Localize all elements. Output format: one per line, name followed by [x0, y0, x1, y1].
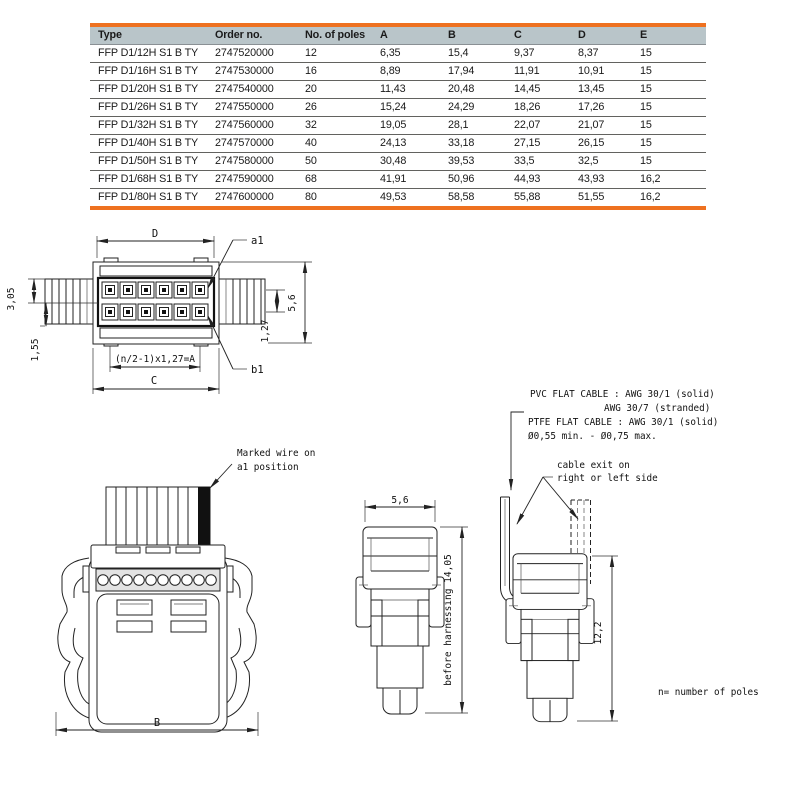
table-cell: 32	[297, 117, 372, 135]
table-cell: 43,93	[570, 171, 632, 189]
table-cell: 28,1	[440, 117, 506, 135]
cable-spec-line2: AWG 30/7 (stranded)	[604, 403, 711, 414]
table-cell: FFP D1/80H S1 B TY	[98, 191, 199, 203]
table-cell: 22,07	[506, 117, 570, 135]
poles-legend: n= number of poles	[658, 687, 759, 698]
table-cell: 30,48	[372, 153, 440, 171]
table-cell: 13,45	[570, 81, 632, 99]
cable-exit-note-line1: cable exit on	[557, 460, 630, 471]
table-cell: 33,18	[440, 135, 506, 153]
side-view-after-harnessing	[501, 389, 719, 722]
cable-spec-line4: Ø0,55 min. - Ø0,75 max.	[528, 431, 657, 442]
table-cell: 18,26	[506, 99, 570, 117]
table-cell: 80	[305, 191, 317, 203]
table-cell: 17,94	[440, 63, 506, 81]
table-cell: 19,05	[372, 117, 440, 135]
front-view-drawing	[6, 228, 312, 394]
col-header-c: C	[506, 27, 570, 45]
pin-label-a1: a1	[251, 235, 264, 247]
cable-spec-line3: PTFE FLAT CABLE : AWG 30/1 (solid)	[528, 417, 719, 428]
table-cell: 26,15	[570, 135, 632, 153]
table-cell: 15,4	[440, 45, 506, 63]
table-cell: 14,45	[506, 81, 570, 99]
table-cell: 58,58	[448, 191, 475, 203]
table-cell: 15,24	[372, 99, 440, 117]
table-cell: 15	[632, 153, 706, 171]
dim-label-3-05: 3,05	[6, 287, 17, 311]
dim-label-1-55: 1,55	[30, 338, 41, 362]
table-cell: 12	[297, 45, 372, 63]
table-cell: 10,91	[570, 63, 632, 81]
table-cell: 49,53	[380, 191, 407, 203]
table-cell: 20,48	[440, 81, 506, 99]
table-cell: 11,43	[372, 81, 440, 99]
table-cell: 15	[632, 135, 706, 153]
table-cell: 2747530000	[207, 63, 297, 81]
table-cell: 27,15	[506, 135, 570, 153]
table-cell: 24,13	[372, 135, 440, 153]
table-cell: 2747560000	[207, 117, 297, 135]
table-cell: 8,37	[570, 45, 632, 63]
table-cell: 39,53	[440, 153, 506, 171]
table-cell: 15	[632, 63, 706, 81]
pin-label-b1: b1	[251, 364, 264, 376]
harnessed-front-view	[56, 448, 315, 736]
table-cell: 41,91	[372, 171, 440, 189]
dim-label-5-6-front: 5,6	[287, 294, 298, 312]
table-cell: 50	[297, 153, 372, 171]
table-cell: 2747550000	[207, 99, 297, 117]
col-header-type: Type	[90, 27, 207, 45]
table-cell: 50,96	[440, 171, 506, 189]
table-cell: 16,2	[632, 171, 706, 189]
table-cell: 16	[297, 63, 372, 81]
table-cell: 24,29	[440, 99, 506, 117]
cable-spec-line1: PVC FLAT CABLE : AWG 30/1 (solid)	[530, 389, 715, 400]
dim-label-c: C	[150, 375, 158, 387]
table-cell: 8,89	[372, 63, 440, 81]
marked-wire	[198, 487, 210, 545]
table-cell: 51,55	[578, 191, 605, 203]
dim-label-before-harnessing: before harnessing 14,05	[443, 554, 454, 686]
table-cell: 21,07	[570, 117, 632, 135]
table-cell: FFP D1/40H S1 B TY	[90, 135, 207, 153]
dim-label-12-2: 12,2	[593, 621, 604, 645]
table-cell: 44,93	[506, 171, 570, 189]
col-header-e: E	[632, 27, 706, 45]
table-cell: 16,2	[640, 191, 661, 203]
table-cell: 55,88	[514, 191, 541, 203]
table-cell: 33,5	[506, 153, 570, 171]
table-cell: 2747570000	[207, 135, 297, 153]
table-cell: 32,5	[570, 153, 632, 171]
table-cell: 20	[297, 81, 372, 99]
table-cell: 2747580000	[207, 153, 297, 171]
col-header-order-no: Order no.	[207, 27, 297, 45]
table-cell: FFP D1/68H S1 B TY	[90, 171, 207, 189]
col-header-b: B	[440, 27, 506, 45]
table-cell: 15	[632, 45, 706, 63]
col-header-d: D	[570, 27, 632, 45]
dim-label-1-27: 1,27	[260, 319, 271, 343]
table-cell: 2747600000	[215, 191, 274, 203]
table-cell: FFP D1/20H S1 B TY	[90, 81, 207, 99]
col-header-a: A	[372, 27, 440, 45]
table-cell: FFP D1/26H S1 B TY	[90, 99, 207, 117]
table-cell: 6,35	[372, 45, 440, 63]
table-cell: 2747540000	[207, 81, 297, 99]
table-cell: FFP D1/12H S1 B TY	[90, 45, 207, 63]
table-cell: 40	[297, 135, 372, 153]
table-cell: 26	[297, 99, 372, 117]
table-cell: 68	[297, 171, 372, 189]
dim-label-d: D	[151, 228, 159, 240]
dim-label-pitch-formula: (n/2-1)x1,27=A	[114, 354, 196, 365]
table-cell: 2747590000	[207, 171, 297, 189]
col-header-poles: No. of poles	[297, 27, 372, 45]
table-cell: 2747520000	[207, 45, 297, 63]
table-cell: FFP D1/32H S1 B TY	[90, 117, 207, 135]
table-cell: 15	[632, 81, 706, 99]
side-view-before-harnessing	[356, 495, 468, 714]
table-cell: 11,91	[506, 63, 570, 81]
table-cell: FFP D1/50H S1 B TY	[90, 153, 207, 171]
table-cell: FFP D1/16H S1 B TY	[90, 63, 207, 81]
table-cell: 15	[632, 117, 706, 135]
dim-label-b: B	[153, 717, 161, 729]
table-cell: 17,26	[570, 99, 632, 117]
marked-wire-note-line2: a1 position	[237, 462, 299, 473]
table-cell: 9,37	[506, 45, 570, 63]
table-cell: 15	[632, 99, 706, 117]
dim-label-5-6-side: 5,6	[391, 495, 409, 506]
marked-wire-note-line1: Marked wire on	[237, 448, 316, 459]
cable-exit-note-line2: right or left side	[557, 473, 658, 484]
